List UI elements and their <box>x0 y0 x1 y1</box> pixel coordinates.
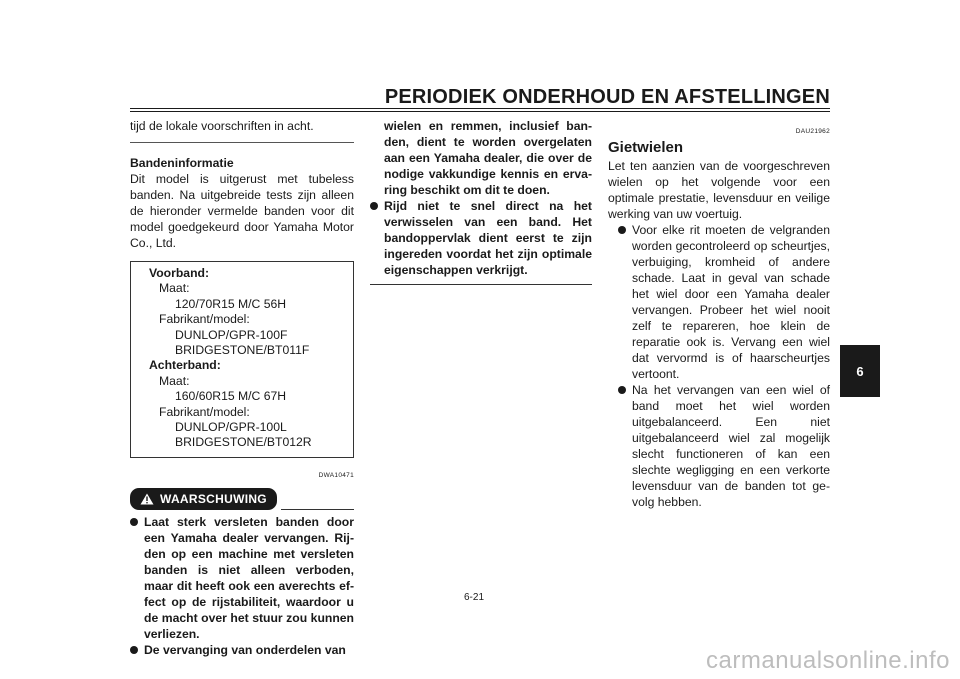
tire-info-text: Dit model is uitgerust met tubeless banden. Na uitgebreide tests zijn alleen de hieronder vermelde banden voor dit model goedgekeurd door Yamaha Motor Co., Ltd. <box>130 172 354 250</box>
watermark: carmanualsonline.info <box>706 647 950 674</box>
rear-tire-label: Achterband: <box>149 358 221 373</box>
rear-size-value: 160/60R15 M/C 67H <box>175 389 287 404</box>
warning-list <box>130 514 354 658</box>
tire-info-heading: Bandeninformatie <box>130 156 234 170</box>
bullet-icon <box>618 226 626 234</box>
page-title: PERIODIEK ONDERHOUD EN AFSTELLINGEN <box>384 86 830 108</box>
list-item: Rijd niet te snel direct na het verwisselen van een band. Het bandoppervlak dient eerst te zijn ingereden voordat het zijn optimale eigenschappen verkrijgt. <box>370 198 592 278</box>
warning-rule <box>281 509 354 510</box>
warning-label: WAARSCHUWING <box>160 491 267 506</box>
section-intro: Let ten aanzien van de voorgeschreven wielen op het volgende voor een optimale prestatie, levensduur en veilige werking van uw voertuig. <box>608 159 830 221</box>
header-rule <box>130 108 830 112</box>
rear-mfr-2: BRIDGESTONE/BT012R <box>175 435 312 450</box>
rear-mfr-1: DUNLOP/GPR-100L <box>175 420 287 435</box>
front-tire-label: Voorband: <box>149 266 210 280</box>
chapter-tab: 6 <box>840 345 880 397</box>
bullet-icon <box>130 646 138 654</box>
list-item: Voor elke rit moeten de velgranden worden gecontroleerd op scheurtjes, verbuiging, kromheid of andere schade. Laat in geval van schade het wiel door een Yamaha dealer vervangen. Probeer het wiel nooit zelf te repareren, hoe klein de reparatie ook is. Vervang een wiel dat vervormd is of haarscheurtjes vertoont. <box>618 222 830 382</box>
column-left <box>130 118 354 658</box>
warning-continued: wielen en remmen, inclusief banden, dient te worden overgelaten aan een Yamaha dealer, die over de nodige vakkundige kennis en ervaring beschikt om dit te doen. <box>384 119 592 197</box>
divider <box>130 142 354 143</box>
list-item: Laat sterk versleten banden door een Yamaha dealer vervangen. Rijden op een machine met versleten banden is niet alleen verboden, maar dit heeft ook een averechts effect op de rijstabiliteit, waardoor u de macht over het stuur zou kunnen verliezen. <box>130 514 354 642</box>
section-title: Gietwielen <box>608 139 684 156</box>
list-item: Na het vervangen van een wiel of band moet het wiel worden uitgebalanceerd. Een niet uitgebalanceerd wiel zal mogelijk slecht functioneren of kan een slechte wegligging en een verkorte levensduur van de banden tot gevolg hebben. <box>618 382 830 510</box>
front-mfr-2: BRIDGESTONE/BT011F <box>175 343 310 358</box>
front-mfr-label: Fabrikant/model: <box>159 312 250 327</box>
warning-header <box>130 488 354 510</box>
list-item: De vervanging van onderdelen van <box>130 642 354 658</box>
rear-mfr-label: Fabrikant/model: <box>159 404 250 419</box>
rear-size-label: Maat: <box>159 373 190 388</box>
bullet-icon <box>130 518 138 526</box>
intro-text: tijd de lokale voorschriften in acht. <box>130 119 314 133</box>
front-size-label: Maat: <box>159 281 190 296</box>
bullet-icon <box>618 386 626 394</box>
warning-triangle-icon <box>140 493 154 505</box>
bullet-icon <box>370 202 378 210</box>
warning-list-continued <box>370 198 592 278</box>
column-right <box>608 118 830 510</box>
section-code: DAU21962 <box>795 128 830 135</box>
warning-code: DWA10471 <box>318 471 354 479</box>
front-mfr-1: DUNLOP/GPR-100F <box>175 327 288 342</box>
column-middle <box>370 118 592 285</box>
warning-end-rule <box>370 284 592 285</box>
warning-badge <box>130 488 277 510</box>
page-number: 6-21 <box>464 592 485 603</box>
front-size-value: 120/70R15 M/C 56H <box>175 296 287 311</box>
wheel-list <box>608 222 830 510</box>
tire-spec-box <box>130 261 354 458</box>
